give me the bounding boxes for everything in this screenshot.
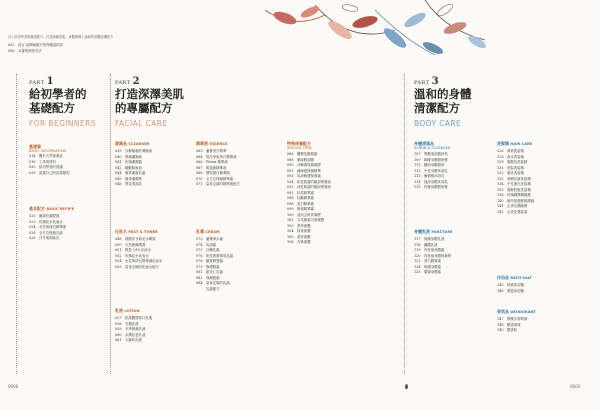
part-title: 溫和的身體 清潔配方: [414, 87, 472, 115]
section-special: 特殊保養配方 SPECIAL ITEM 086 醣糖花酸凝霜 088 紫绿腮面膜 090 沙棘膚保濕凝膠 091 絲線膚保濕精華 093 馬油修護保養霜 094 乾性肌膚的臉部保養油 095 油性肌膚的臉部保養油 092 抗痘精華霜 096 抗皺精華霜 098 美白精華霜 099 修復精華霜 100 清涼去角質凝膠 102 木瓜酵素內營凝膠 103 燕麥面膜 104 抹茶面膜 105 燕麥面膜 106 杏桃面膜: [287, 141, 331, 245]
page-number-left: 0006: [8, 384, 19, 389]
list-item: 098 美白精華霜: [287, 201, 314, 206]
section-basic: 基礎篇 BASIC INFORMATION 014 關於天然保養品 016 工具與材料 030 給初學者的建議 035 認識自己的皮膚類型: [29, 144, 70, 175]
list-item: 074 馬油霜: [196, 242, 217, 247]
part2-header: PART 2 打造深澤美肌 的專屬配方 FACIAL CARE: [115, 76, 184, 128]
list-item: 104 抹茶面膜: [287, 229, 311, 234]
list-item: 084 量身定做的乳液、: [196, 281, 234, 286]
list-item: 145 舒緩沐浴鹽: [497, 283, 524, 288]
list-item: 039 沙棘凝霜籽潔顏油: [115, 149, 153, 154]
list-item: 125 緊緻身體霜: [414, 270, 441, 275]
list-item: 002 前言 給開始做天然保養品的你: [8, 43, 64, 47]
list-item: 022 玫瑰花水化妝水: [29, 219, 63, 224]
list-item: 070 全方位保濕精華液: [196, 176, 234, 181]
list-item: 020 藤茶籽凝膠面: [29, 214, 60, 219]
list-item: 106 杏桃面膜: [287, 240, 311, 245]
section-hair: 洗髮精 HAIR CARE 126 薄荷洗髮精 128 香水洗髮精 129 胺酸抗洗髮精 131 頂髮洗髮精 132 頭皮洗髮精 133 茶樹抗屑洗髮精 134 中性蛋白洗髮精 135 強韌防脫洗髮精 138 玫瑰潤澤潤絲精 140 胺甲基蛋酵酸護絲 141 山茶花潤絲精 143 山茶花護髮素: [497, 141, 535, 214]
list-item: 024 水性荷荷巴精華液: [29, 225, 67, 230]
divider: [404, 74, 405, 374]
list-item: 132 頭皮洗髮精: [497, 171, 524, 176]
list-item: 054 水性專清皂暨保濕化妝水: [115, 259, 163, 264]
list-item: 119 肉桂風身體霜: [414, 248, 445, 253]
list-item: 048 德國洋甘菊花水噴霧: [115, 237, 156, 242]
list-item: 045 綠茶潔顏膏: [115, 176, 142, 181]
list-item: 乳霜配方: [206, 286, 220, 291]
list-item: 143 山茶花護髮素: [497, 209, 528, 214]
section-deodorant: 香氛品 DEODORANT 147 檸檬芳香噴霧 148 體香固味 149 體香粉: [497, 309, 536, 333]
part-title: 打造深澤美肌 的專屬配方: [115, 87, 184, 115]
list-item: 071 量身定做的精華液配方: [196, 182, 240, 187]
list-item: 082 保濕眼霜: [196, 275, 220, 280]
list-item: 105 燕麥面膜: [287, 234, 311, 239]
list-item: 118 纖體乳液: [414, 242, 438, 247]
list-item: 079 修護眼霜: [196, 264, 220, 269]
list-item: 114 純淨身體沐浴乳: [414, 179, 448, 184]
list-item: 052 玫瑰花水化妝水: [115, 253, 149, 258]
divider: [16, 74, 17, 374]
section-lotion: 乳液 LOTION 057 松果體膠原口乳液 058 石榴乳液 059 冬季保濕乳液 060 水潤抗老乳液 061 大麻籽乳液: [115, 308, 153, 343]
list-item: 100 清涼去角質凝膠: [287, 212, 321, 217]
list-item: 030 給初學者的建議: [29, 165, 63, 170]
list-item: 014 關於天然保養品: [29, 154, 63, 159]
list-item: 016 工具與材料: [29, 159, 56, 164]
list-item: 094 乾性肌膚的臉部保養油: [287, 179, 331, 184]
leaf-illustration: [255, 0, 495, 75]
list-item: 117 保濕身體乳液: [414, 237, 445, 242]
list-item: 134 中性蛋白洗髮精: [497, 182, 531, 187]
list-item: 138 玫瑰潤澤潤絲精: [497, 193, 531, 198]
list-item: 091 絲線膚保濕精華: [287, 168, 321, 173]
list-item: 099 修復精華霜: [287, 207, 314, 212]
list-item: 096 抗皺精華霜: [287, 196, 314, 201]
page-number-right: 0005: [570, 384, 581, 389]
section-essence: 精華液 ESSENCE 063 蘆薈美白精華 064 短纹萃取美白精華液 066 Pitera 精華液 067 明星級精華液 068 膠原蛋白精華液 070 全方位保濕精華液 071 量身定做的精華液配方: [196, 141, 240, 187]
list-item: 128 香水洗髮精: [497, 154, 524, 159]
list-item: 086 醣糖花酸凝霜: [287, 152, 318, 157]
list-item: 124 保濕身體霜: [414, 264, 441, 269]
list-item: 140 胺甲基蛋酵酸護絲: [497, 198, 535, 203]
list-item: 044 綠茶潔膚乳霜: [115, 171, 146, 176]
list-item: 042 翻敷卸妝油: [115, 165, 142, 170]
list-item: 073 蘆薈保水霜: [196, 237, 223, 242]
list-item: 109 咖啡身體磨砂膏: [414, 157, 448, 162]
list-item: 088 紫绿腮面膜: [287, 157, 314, 162]
list-item: 035 認識自己的皮膚類型: [29, 170, 70, 175]
list-item: 063 蘆薈美白精華: [196, 149, 227, 154]
list-item: 040 保濕潔顏油: [115, 154, 142, 159]
list-item: 075 沙棘乳霜: [196, 248, 220, 253]
list-item: 126 薄荷洗髮精: [497, 149, 524, 154]
intro-list: [8, 43, 63, 54]
list-item: 041 玫瑰潔顏露: [115, 160, 142, 165]
list-item: 115 玫瑰身體磨砂膏: [414, 185, 448, 190]
part3-header: PART 3 溫和的身體 清潔配方 BODY CARE: [414, 76, 472, 128]
list-item: 103 燕麥面膜: [287, 223, 311, 228]
part-title: 給初學者的 基礎配方: [29, 87, 87, 115]
list-item: 059 冬季保濕乳液: [115, 327, 146, 332]
list-item: 064 短纹萃取美白精華液: [196, 154, 237, 159]
section-bath: 沐浴品 BATH SALT 145 舒緩沐浴鹽 146 蔘菱沐浴鹽: [497, 275, 532, 293]
section-cleanser: 潔顏品 CLEANSER 039 沙棘凝霜籽潔顏油 040 保濕潔顏油 041 玫瑰潔顏露 042 翻敷卸妝油 044 綠茶潔膚乳霜 045 綠茶潔顏膏 046 黑炭洗面乳: [115, 141, 153, 187]
list-item: 076 乾性肌膚專用乳霜: [196, 253, 234, 258]
list-item: 058 石榴乳液: [115, 321, 139, 326]
list-item: 008 本書的使用方法: [8, 48, 42, 53]
part-subtitle: FACIAL CARE: [115, 119, 168, 128]
part1-header: PART 1 給初學者的 基礎配方 FOR BEGINNERS: [29, 76, 96, 128]
list-item: 050 天然保濕噴霧: [115, 242, 146, 247]
list-item: 068 膠原蛋白精華液: [196, 171, 230, 176]
divider: [110, 74, 111, 374]
list-item: 046 黑炭洗面乳: [115, 182, 142, 187]
section-mist: 化妝水 MIST & TONER 048 德國洋甘菊花水噴霧 050 天然保濕噴霧 051 輕盈 Q10 化妝水 052 玫瑰花水化妝水 054 水性專清皂暨保濕化妝水 055 量身定做的化妝水配方: [115, 229, 163, 269]
list-item: 113 葡萄柚沐浴乳: [414, 174, 445, 179]
list-item: 051 輕盈 Q10 化妝水: [115, 248, 152, 253]
list-item: 057 松果體膠原口乳液: [115, 316, 153, 321]
section-moisture: 身體乳液 MOISTURE 117 保濕身體乳液 118 纖體乳液 119 肉桂風身體霜 120 肉桂風身體保養膏 121 美白潤膚霜 124 保濕身體霜 125 緊緻身體霜: [414, 229, 453, 275]
running-head: 自 | 給初學者的精油配方；打造深層美肌；身體保養 | 溫和的身體清潔配方: [8, 35, 114, 39]
list-item: 135 強韌防脫洗髮精: [497, 187, 531, 192]
list-item: 055 量身定做的化妝水配方: [115, 264, 159, 269]
list-item: 149 體香粉: [497, 328, 518, 333]
list-item: 093 馬油修護保養霜: [287, 174, 321, 179]
list-item: 066 Pitera 精華液: [196, 160, 228, 165]
list-item: 112 中性身體沐浴乳: [414, 168, 448, 173]
list-item: 060 水潤抗老乳液: [115, 332, 146, 337]
list-item: 028 洋甘菊卸妝乳: [29, 236, 60, 241]
list-item: 026 全方位保濕乳液: [29, 230, 63, 235]
list-item: 061 大麻籽乳液: [115, 338, 142, 343]
list-item: 067 明星級精華液: [196, 165, 227, 170]
leaf-icon: [405, 384, 408, 389]
list-item: 133 茶樹抗屑洗髮精: [497, 176, 531, 181]
list-item: 095 油性肌膚的臉部保養油: [287, 185, 331, 190]
list-item: 129 胺酸抗洗髮精: [497, 160, 528, 165]
list-item: 141 山茶花潤絲精: [497, 204, 528, 209]
list-item: 078 鐵質修護霜: [196, 259, 223, 264]
part-subtitle: FOR BEGINNERS: [29, 119, 96, 128]
section-scrub: 身體清潔品 SCRUB & CLEANSER 107 黑糖泡泡磨砂皂 109 咖啡身體磨砂膏 111 鹽粉身體磨砂 112 中性身體沐浴乳 113 葡萄柚沐浴乳 114 純淨身體沐浴乳 115 玫瑰身體磨砂膏: [414, 141, 451, 190]
list-item: 120 肉桂風身體保養膏: [414, 253, 452, 258]
list-item: 092 抗痘精華霜: [287, 190, 314, 195]
list-item: 146 蔘菱沐浴鹽: [497, 288, 524, 293]
list-item: 121 美白潤膚霜: [414, 259, 441, 264]
list-item: 147 檸檬芳香噴霧: [497, 317, 528, 322]
list-item: 131 頂髮洗髮精: [497, 165, 524, 170]
part-subtitle: BODY CARE: [414, 119, 462, 128]
list-item: 107 黑糖泡泡磨砂皂: [414, 152, 448, 157]
list-item: 081 甜杏仁乳霜: [196, 270, 223, 275]
list-item: 111 鹽粉身體磨砂: [414, 163, 445, 168]
section-cream: 乳霜 CREAM 073 蘆薈保水霜 074 馬油霜 075 沙棘乳霜 076 乾性肌膚專用乳霜 078 鐵質修護霜 079 修護眼霜 081 甜杏仁乳霜 082 保濕眼霜 084 量身定做的乳液、 乳霜配方: [196, 229, 234, 291]
list-item: 090 沙棘膚保濕凝膠: [287, 163, 321, 168]
list-item: 148 體香固味: [497, 322, 521, 327]
section-basic-recipe: 基本配方 BASIC RECIPE 020 藤茶籽凝膠面 022 玫瑰花水化妝水 024 水性荷荷巴精華液 026 全方位保濕乳液 028 洋甘菊卸妝乳: [29, 206, 75, 241]
list-item: 102 木瓜酵素內營凝膠: [287, 218, 325, 223]
